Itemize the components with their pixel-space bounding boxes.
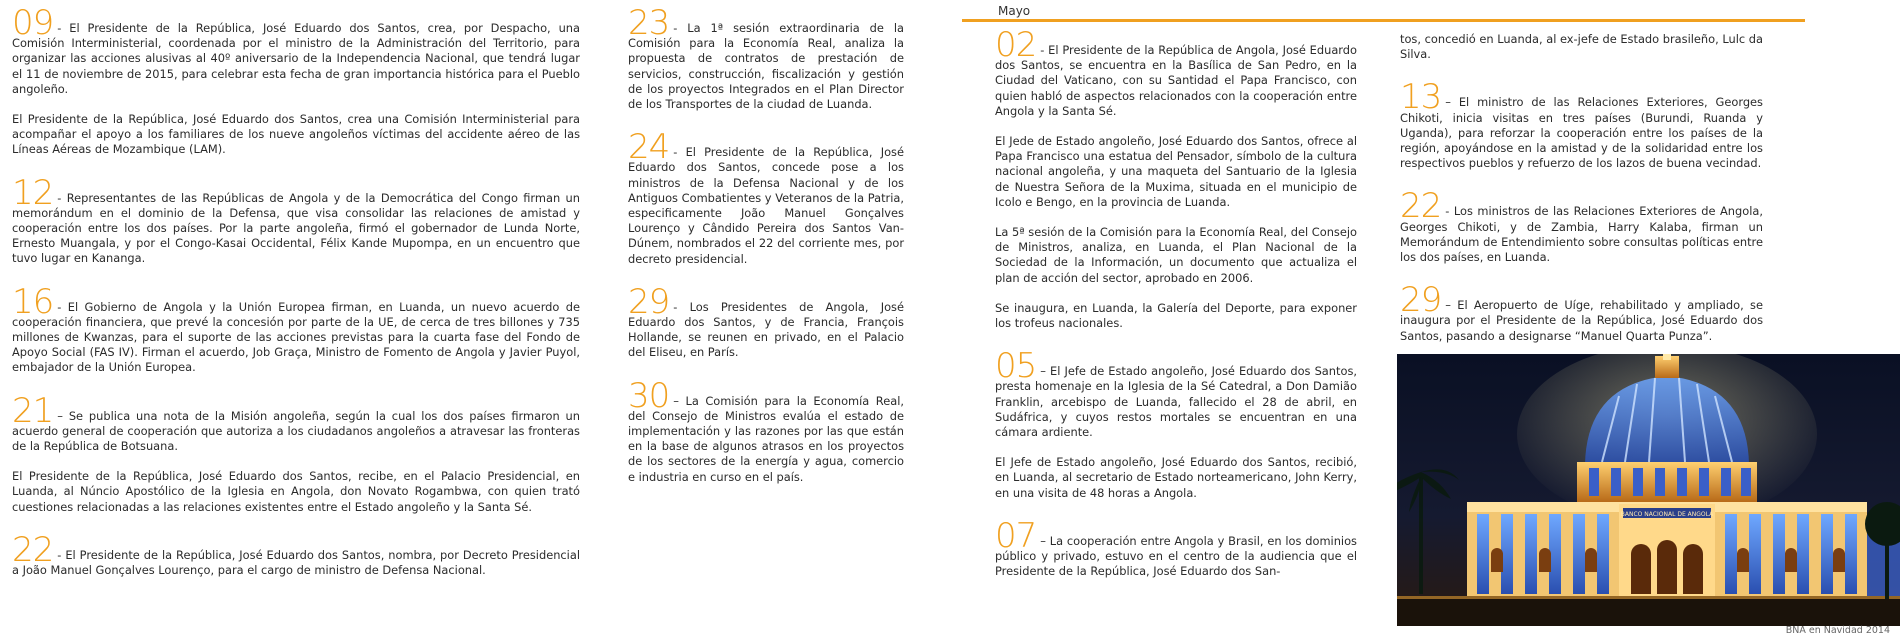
entry-paragraph bbox=[628, 127, 904, 267]
entry-text: – La Comisión para la Economía Real, del Consejo de Ministros evalúa el estado de implementación y las razones por las que están en la base de algunos atrasos en los proyectos de los sectores de la energía y agua, comercio e industria en curso en el país. bbox=[628, 393, 904, 484]
entry-text: - El Presidente de la República, José Eduardo dos Santos, concede pose a los ministros de la Defensa Nacional y de los Antiguos Combatientes y Veteranos de la Patria, especificamente João Manuel Gonçalves Lourenço y Cândido Pereira dos Santos Van-Dúnem, nombrados el 22 del corriente mes, por decreto presidencial. bbox=[628, 145, 904, 266]
day-number: 22 bbox=[1400, 186, 1442, 227]
chronology-entry bbox=[995, 515, 1357, 580]
month-title: Mayo bbox=[998, 4, 1031, 18]
entry-text: – El Aeropuerto de Uíge, rehabilitado y ampliado, se inaugura por el Presidente de la República, José Eduardo dos Santos, pasando a designarse “Manuel Quarta Punza”. bbox=[1400, 298, 1763, 343]
entry-text: - El Presidente de la República de Angola, José Eduardo dos Santos, se encuentra en la Basílica de San Pedro, en la Ciudad del Vaticano, con su Santidad el Papa Francisco, con quien habló de aspectos relacionados con la cooperación entre Angola y la Santa Sé. bbox=[995, 43, 1357, 118]
entry-text: – El Jefe de Estado angoleño, José Eduardo dos Santos, presta homenaje en la Iglesia de la Sé Catedral, a Don Damião Franklin, arcebispo de Luanda, fallecido el 28 de abril, en Sudáfrica, y cuyos restos mortales se encuentran en una cámara ardiente. bbox=[995, 364, 1357, 440]
entry-text: – El ministro de las Relaciones Exteriores, Georges Chikoti, inicia visitas en tres países (Burundi, Ruanda y Uganda), para reforzar la cooperación entre los países de la región, apoyándose en la amistad y de la solidaridad entre los respectivos pueblos y refuerzo de los lazos de buena vecindad. bbox=[1400, 95, 1763, 171]
chronology-entry bbox=[1400, 186, 1763, 265]
day-number: 29 bbox=[1400, 280, 1442, 321]
entry-paragraph bbox=[1400, 77, 1763, 171]
column-right-page-2 bbox=[1400, 32, 1763, 366]
entry-paragraph bbox=[1400, 32, 1763, 62]
entry-paragraph bbox=[995, 346, 1357, 440]
entry-text: El Jede de Estado angoleño, José Eduardo dos Santos, ofrece al Papa Francisco una estatua del Pensador, símbolo de la cultura nacional angoleña, y una maqueta del Santuario de la Iglesia de Nuestra Señora de la Muxima, situada en el municipio de Icolo e Bengo, en la provincia de Luanda. bbox=[995, 134, 1357, 209]
entry-text: - El Gobierno de Angola y la Unión Europea firman, en Luanda, un nuevo acuerdo de cooperación financiera, que prevé la concesión por parte de la UE, de cerca de tres billones y 735 millones de Kwanzas, para el suporte de las acciones previstas para la cuarta fase del Fondo de Apoyo Social (FAS IV). Firman el acuerdo, Job Graça, Ministro de Fomento de Angola y Javier Puyol, embajador de la Unión Europea. bbox=[12, 299, 580, 375]
entry-text: - Los Presidentes de Angola, José Eduardo dos Santos, y de Francia, François Hollande, se reunen en privado, en el Palacio del Eliseu, en París. bbox=[628, 299, 904, 360]
entry-text: – La cooperación entre Angola y Brasil, en los dominios público y privado, estuvo en el centro de la audiencia que el Presidente de la República, José Eduardo dos San- bbox=[995, 533, 1357, 579]
column-left-page-2 bbox=[628, 3, 904, 507]
chronology-entry bbox=[12, 281, 580, 376]
entry-paragraph bbox=[995, 225, 1357, 286]
footer-credit: BNA en Navidad 2014 bbox=[1785, 625, 1890, 636]
day-number: 16 bbox=[12, 281, 54, 322]
entry-paragraph bbox=[12, 172, 580, 267]
entry-text: – Se publica una nota de la Misión angoleña, según la cual los dos países firmaron un acuerdo general de cooperación que autoriza a los ciudadanos angoleños a atravesar las fronteras de la República de Botsuana. bbox=[12, 408, 580, 454]
day-number: 12 bbox=[12, 172, 54, 213]
entry-paragraph bbox=[1400, 280, 1763, 344]
entry-paragraph bbox=[12, 112, 580, 158]
chronology-entry bbox=[12, 172, 580, 267]
chronology-entry bbox=[12, 390, 580, 515]
illuminated-building-photo bbox=[1397, 354, 1900, 626]
entry-paragraph bbox=[995, 25, 1357, 119]
day-number: 07 bbox=[995, 515, 1037, 556]
entry-text: - Representantes de las Repúblicas de Angola y de la Democrática del Congo firman un memorándum en el dominio de la Defensa, que visa consolidar las relaciones de amistad y cooperación entre los dos países. Por la parte angoleña, firmó el gobernador de Lunda Norte, Ernesto Muangala, y por el Congo-Kasai Occidental, Félix Kande Mupompa, en un encuentro que tuvo lugar en Kananga. bbox=[12, 190, 580, 266]
entry-paragraph bbox=[12, 390, 580, 455]
chronology-entry bbox=[12, 529, 580, 578]
day-number: 09 bbox=[12, 3, 54, 43]
column-right-page-1 bbox=[995, 25, 1357, 601]
day-number: 29 bbox=[628, 281, 670, 322]
entry-paragraph bbox=[12, 3, 580, 97]
chronology-entry bbox=[628, 127, 904, 267]
day-number: 30 bbox=[628, 375, 670, 416]
chronology-entry bbox=[1400, 280, 1763, 344]
entry-text: - El Presidente de la República, José Eduardo dos Santos, nombra, por Decreto Presidencial a João Manuel Gonçalves Lourenço, para el cargo de ministro de Defensa Nacional. bbox=[12, 547, 580, 578]
entry-text: - La 1ª sesión extraordinaria de la Comisión para la Economía Real, analiza la propuesta de contratos de prestación de servicios, construcción, fiscalización y gestión de los proyectos Integrados en el Plan Director de los Transportes de la ciudad de Luanda. bbox=[628, 21, 904, 112]
building-sign-text: BANCO NACIONAL DE ANGOLA bbox=[1620, 511, 1714, 518]
chronology-entry bbox=[995, 346, 1357, 501]
day-number: 21 bbox=[12, 390, 54, 431]
entry-text: La 5ª sesión de la Comisión para la Economía Real, del Consejo de Ministros, analiza, en Luanda, el Plan Nacional de la Sociedad de la Información, un documento que actualiza el plan de acción del sector, aprobado en 2006. bbox=[995, 225, 1357, 285]
entry-paragraph bbox=[12, 469, 580, 515]
entry-paragraph bbox=[995, 301, 1357, 331]
chronology-entry bbox=[628, 375, 904, 485]
entry-text: - El Presidente de la República, José Eduardo dos Santos, crea, por Despacho, una Comisión Interministerial, coordenada por el ministro de la Administración del Territorio, para organizar las acciones alusivas al 40º aniversario de la Independencia Nacional, que tendrá lugar el 11 de noviembre de 2015, para celebrar esta fecha de gran importancia histórica para el Pueblo angoleño. bbox=[12, 21, 580, 96]
day-number: 02 bbox=[995, 25, 1037, 65]
column-left-page-1 bbox=[12, 3, 580, 600]
entry-paragraph bbox=[12, 281, 580, 376]
day-number: 05 bbox=[995, 346, 1037, 387]
entry-text: El Presidente de la República, José Eduardo dos Santos, crea una Comisión Interministerial para acompañar el apoyo a los familiares de los nueve angoleños víctimas del accidente aéreo de las Líneas Aéreas de Mozambique (LAM). bbox=[12, 112, 580, 157]
page-gutter bbox=[930, 0, 956, 639]
day-number: 23 bbox=[628, 3, 670, 43]
entry-text: Se inaugura, en Luanda, la Galería del Deporte, para exponer los trofeus nacionales. bbox=[995, 300, 1357, 331]
chronology-entry bbox=[1400, 77, 1763, 171]
entry-paragraph bbox=[628, 375, 904, 485]
entry-paragraph bbox=[628, 3, 904, 112]
entry-paragraph bbox=[995, 134, 1357, 210]
entry-text: tos, concedió en Luanda, al ex-jefe de Estado brasileño, Lulc da Silva. bbox=[1400, 32, 1763, 62]
entry-paragraph bbox=[12, 529, 580, 578]
chronology-entry bbox=[628, 281, 904, 361]
entry-text: - Los ministros de las Relaciones Exteriores de Angola, Georges Chikoti, y de Zambia, Harry Kalaba, firman un Memorándum de Entendimiento sobre consultas políticas entre los dos países, en Luanda. bbox=[1400, 204, 1763, 265]
chronology-entry bbox=[1400, 32, 1763, 62]
entry-paragraph bbox=[995, 455, 1357, 501]
entry-paragraph bbox=[628, 281, 904, 361]
day-number: 22 bbox=[12, 529, 54, 570]
day-number: 13 bbox=[1400, 77, 1442, 118]
entry-text: El Jefe de Estado angoleño, José Eduardo dos Santos, recibió, en Luanda, al secretario de Estado norteamericano, John Kerry, en una visita de 48 horas a Angola. bbox=[995, 455, 1357, 500]
entry-text: El Presidente de la República, José Eduardo dos Santos, recibe, en el Palacio Presidencial, en Luanda, al Núncio Apostólico de la Iglesia en Angola, don Novato Rogambwa, con quien trató cuestiones relacionadas a las relaciones existentes entre el Estado angoleño y la Santa Sé. bbox=[12, 469, 580, 514]
chronology-entry bbox=[12, 3, 580, 158]
month-header-rule bbox=[962, 19, 1805, 22]
entry-paragraph bbox=[995, 515, 1357, 580]
entry-paragraph bbox=[1400, 186, 1763, 265]
day-number: 24 bbox=[628, 127, 670, 168]
chronology-entry bbox=[995, 25, 1357, 331]
chronology-entry bbox=[628, 3, 904, 112]
